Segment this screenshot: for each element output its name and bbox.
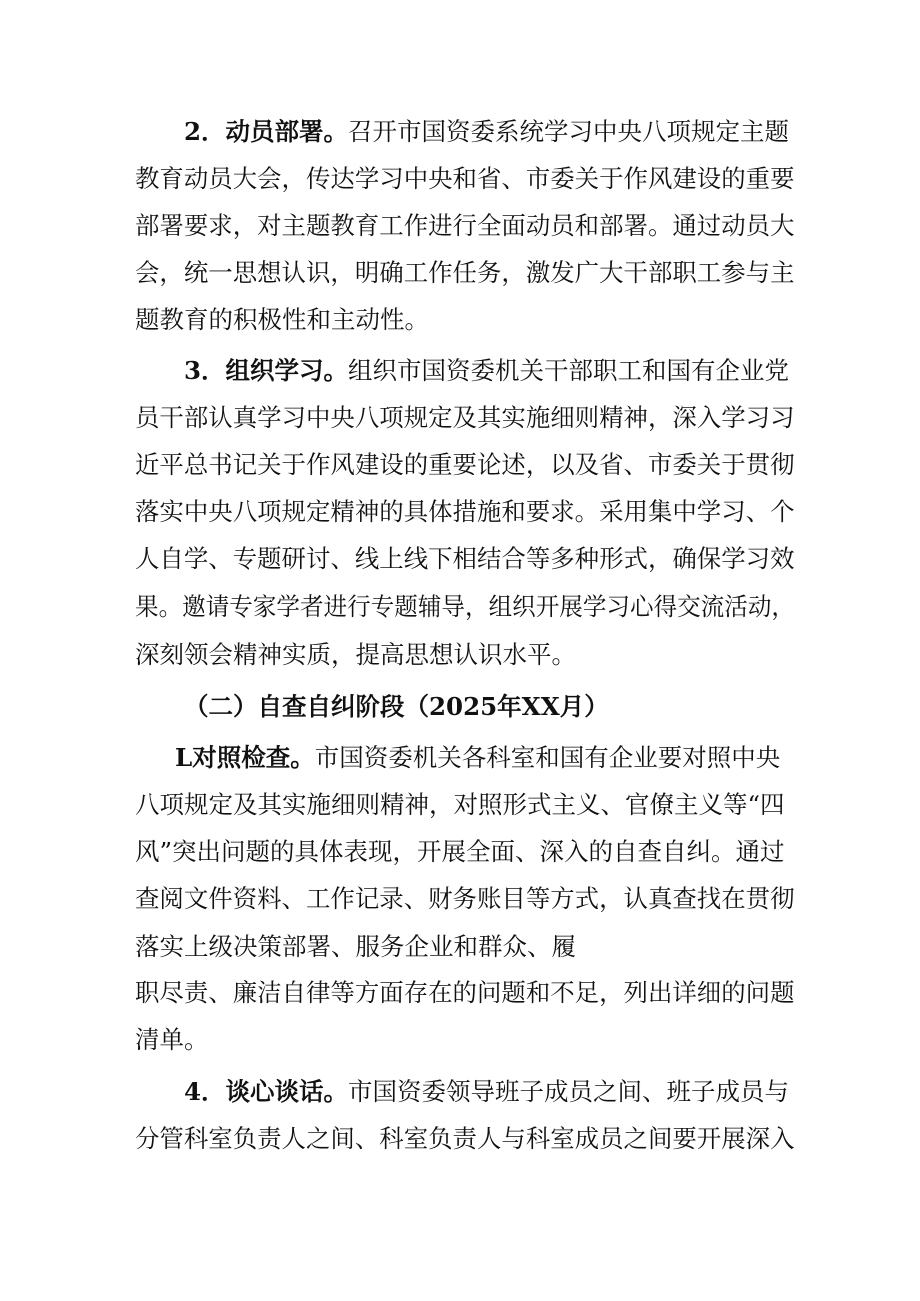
text-run: 市国资委机关各科室和国有企业要对照中央 bbox=[314, 743, 781, 772]
section-heading bbox=[0, 682, 920, 732]
paragraph-line bbox=[0, 534, 920, 584]
item-heading: 4．谈心谈话。 bbox=[184, 1077, 349, 1106]
text-run: 人自学、专题研讨、线上线下相结合等多种形式，确保学习效 bbox=[135, 544, 795, 573]
text-run: 查阅文件资料、工作记录、财务账目等方式，认真查找在贯彻 bbox=[135, 884, 795, 913]
item-heading: L对照检查。 bbox=[175, 743, 315, 772]
paragraph-line bbox=[0, 295, 920, 345]
text-run: 召开市国资委系统学习中央八项规定主题 bbox=[348, 117, 790, 146]
paragraph-line bbox=[0, 393, 920, 443]
paragraph-line bbox=[0, 968, 920, 1018]
item-heading: 3．组织学习。 bbox=[184, 356, 349, 385]
text-run: 职尽责、廉洁自律等方面存在的问题和不足，列出详细的问题 bbox=[135, 978, 795, 1007]
paragraph-line bbox=[0, 346, 920, 396]
paragraph-line bbox=[0, 827, 920, 877]
paragraph-line bbox=[0, 1114, 920, 1164]
paragraph-line bbox=[0, 1015, 920, 1065]
paragraph-line bbox=[0, 630, 920, 680]
paragraph-line bbox=[0, 1067, 920, 1117]
section-heading-text: （二）自查自纠阶段（2025年XX月） bbox=[184, 692, 609, 721]
text-run: 深刻领会精神实质，提高思想认识水平。 bbox=[135, 640, 576, 669]
text-run: 市国资委领导班子成员之间、班子成员与 bbox=[348, 1077, 790, 1106]
text-run: 近平总书记关于作风建设的重要论述，以及省、市委关于贯彻 bbox=[135, 450, 795, 479]
text-run: 员干部认真学习中央八项规定及其实施细则精神，深入学习习 bbox=[135, 403, 795, 432]
paragraph-line bbox=[0, 487, 920, 537]
text-run: 题教育的积极性和主动性。 bbox=[135, 305, 429, 334]
text-run: 组织市国资委机关干部职工和国有企业党 bbox=[348, 356, 790, 385]
paragraph-line bbox=[0, 248, 920, 298]
text-run: 风”突出问题的具体表现，开展全面、深入的自查自纠。通过 bbox=[135, 837, 785, 866]
paragraph-line bbox=[0, 440, 920, 490]
text-run: 会，统一思想认识，明确工作任务，激发广大干部职工参与主 bbox=[135, 258, 795, 287]
text-run: 落实上级决策部署、服务企业和群众、履 bbox=[135, 932, 576, 961]
paragraph-line bbox=[0, 154, 920, 204]
text-run: 果。邀请专家学者进行专题辅导，组织开展学习心得交流活动， bbox=[135, 592, 796, 621]
text-run: 部署要求，对主题教育工作进行全面动员和部署。通过动员大 bbox=[135, 211, 795, 240]
text-run: 清单。 bbox=[135, 1025, 209, 1054]
text-run: 八项规定及其实施细则精神，对照形式主义、官僚主义等“四 bbox=[135, 790, 785, 819]
text-run: 教育动员大会，传达学习中央和省、市委关于作风建设的重要 bbox=[135, 164, 795, 193]
paragraph-line bbox=[0, 733, 920, 783]
paragraph-line bbox=[0, 780, 920, 830]
paragraph-line bbox=[0, 201, 920, 251]
text-run: 分管科室负责人之间、科室负责人与科室成员之间要开展深入 bbox=[135, 1124, 795, 1153]
item-heading: 2．动员部署。 bbox=[184, 117, 349, 146]
paragraph-line bbox=[0, 874, 920, 924]
paragraph-line bbox=[0, 922, 920, 972]
paragraph-line bbox=[0, 107, 920, 157]
text-run: 落实中央八项规定精神的具体措施和要求。采用集中学习、个 bbox=[135, 497, 795, 526]
paragraph-line bbox=[0, 582, 920, 632]
